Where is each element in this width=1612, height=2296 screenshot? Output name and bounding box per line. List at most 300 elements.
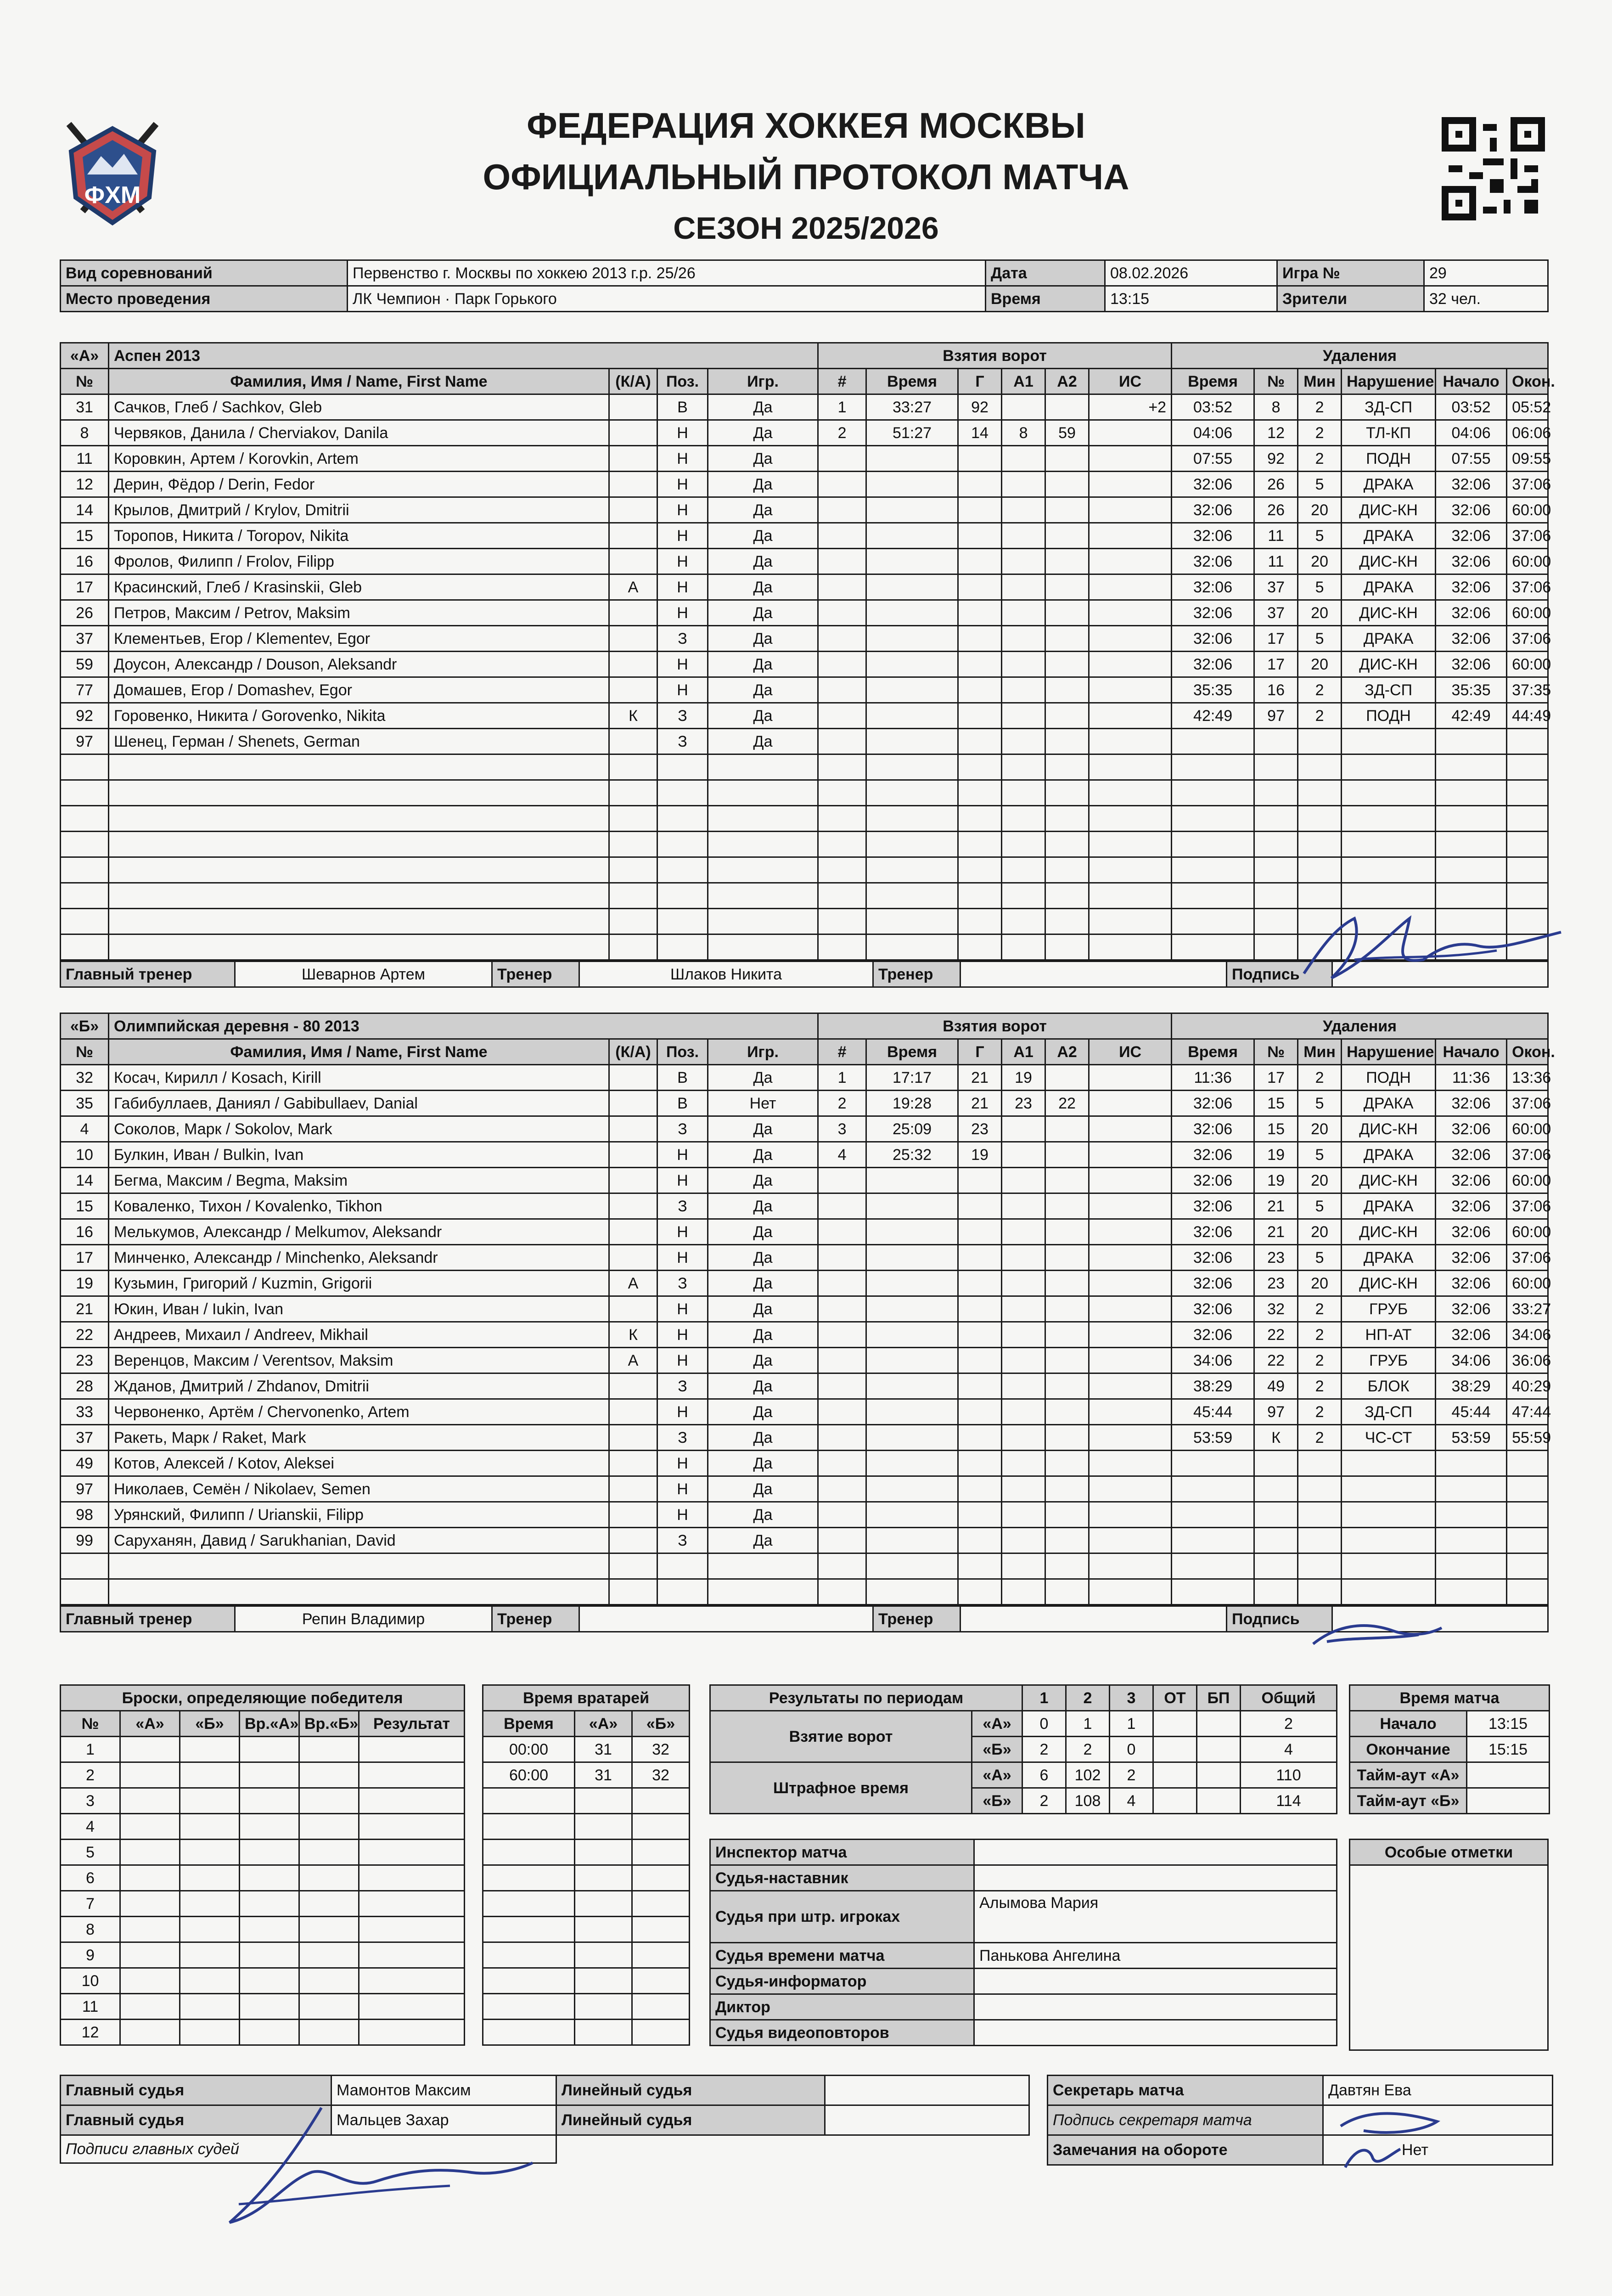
- secretary-signature-icon: [1331, 2099, 1497, 2172]
- goal-time: [866, 574, 958, 600]
- penalty-player: 32: [1254, 1296, 1298, 1322]
- shootout-cell: [120, 1788, 180, 1814]
- shootout-cell: [180, 2020, 240, 2045]
- goal-assist-1: [1002, 1579, 1045, 1605]
- goal-situation: [1089, 420, 1172, 446]
- goal-assist-1: [1002, 472, 1045, 497]
- player-role: [609, 1425, 657, 1451]
- goal-situation: [1089, 1322, 1172, 1348]
- goal-time: [866, 703, 958, 729]
- goal-scorer: [958, 677, 1002, 703]
- goal-scorer: [958, 1322, 1002, 1348]
- player-position: В: [657, 1065, 708, 1091]
- player-name: Дерин, Фёдор / Derin, Fedor: [109, 472, 609, 497]
- player-role: [609, 472, 657, 497]
- player-played: Да: [708, 394, 818, 420]
- team-b-row: [61, 1142, 1548, 1168]
- goal-number: [818, 754, 866, 780]
- goal-number: [818, 1245, 866, 1271]
- goalie-row: [483, 1968, 690, 1994]
- player-role: [609, 1193, 657, 1219]
- goal-scorer: [958, 703, 1002, 729]
- player-number: 19: [61, 1271, 109, 1296]
- goal-assist-1: [1002, 909, 1045, 934]
- goalie-time: [483, 1942, 575, 1968]
- penalty-player: 11: [1254, 549, 1298, 574]
- pim-b-so: [1197, 1788, 1241, 1814]
- goal-number: 2: [818, 1091, 866, 1116]
- goal-assist-1: [1002, 1193, 1045, 1219]
- player-position: Н: [657, 1399, 708, 1425]
- player-number: 10: [61, 1142, 109, 1168]
- team-b-row: [61, 1553, 1548, 1579]
- remarks-value: Нет: [1323, 2135, 1553, 2165]
- goal-scorer: [958, 1271, 1002, 1296]
- pim-a-ot: [1153, 1762, 1197, 1788]
- col-goal-no: #: [818, 1039, 866, 1065]
- penalty-player: 16: [1254, 677, 1298, 703]
- goal-scorer: [958, 1451, 1002, 1476]
- shootout-cell: [299, 1814, 359, 1840]
- goals-a-p2: 1: [1066, 1711, 1110, 1737]
- player-played: Да: [708, 523, 818, 549]
- player-role: [609, 1065, 657, 1091]
- goal-assist-1: [1002, 832, 1045, 857]
- goal-assist-1: [1002, 1553, 1045, 1579]
- goal-situation: [1089, 549, 1172, 574]
- player-role: [609, 1373, 657, 1399]
- player-role: [609, 1296, 657, 1322]
- goal-number: [818, 549, 866, 574]
- penalty-violation: ДИС-КН: [1342, 652, 1436, 677]
- shootout-number: 3: [61, 1788, 120, 1814]
- goal-situation: [1089, 1476, 1172, 1502]
- penalty-player: 97: [1254, 1399, 1298, 1425]
- team-b-row: [61, 1373, 1548, 1399]
- shootout-cell: [180, 1917, 240, 1942]
- penalty-violation: [1342, 806, 1436, 832]
- penalty-end: 37:35: [1507, 677, 1548, 703]
- team-b-row: [61, 1245, 1548, 1271]
- goal-assist-2: [1045, 1322, 1089, 1348]
- goal-assist-1: 23: [1002, 1091, 1045, 1116]
- goal-number: [818, 1322, 866, 1348]
- player-role: [609, 1116, 657, 1142]
- time-value: 13:15: [1105, 286, 1277, 312]
- periods-goals-b-label: «Б»: [972, 1737, 1022, 1762]
- shootout-cell: [240, 1994, 299, 2020]
- penalty-start: 32:06: [1436, 600, 1507, 626]
- goal-scorer: [958, 446, 1002, 472]
- goal-situation: [1089, 1245, 1172, 1271]
- penalty-violation: ЧС-СТ: [1342, 1425, 1436, 1451]
- shootout-cell: [240, 1762, 299, 1788]
- shootout-cell: [180, 1968, 240, 1994]
- penalty-player: 17: [1254, 652, 1298, 677]
- referee-signatures-label: Подписи главных судей: [61, 2135, 556, 2163]
- penalty-end: 44:49: [1507, 703, 1548, 729]
- penalty-minutes: 2: [1298, 1348, 1342, 1373]
- shootout-cell: [299, 2020, 359, 2045]
- player-position: Н: [657, 1476, 708, 1502]
- goal-scorer: [958, 806, 1002, 832]
- penalty-start: 45:44: [1436, 1399, 1507, 1425]
- goal-time: [866, 1193, 958, 1219]
- goal-situation: [1089, 472, 1172, 497]
- goal-assist-1: [1002, 1219, 1045, 1245]
- penalty-minutes: 5: [1298, 1091, 1342, 1116]
- col-name: Фамилия, Имя / Name, First Name: [109, 1039, 609, 1065]
- shootout-cell: [240, 1788, 299, 1814]
- goal-assist-1: [1002, 600, 1045, 626]
- penalty-time: 32:06: [1172, 600, 1254, 626]
- goal-assist-2: [1045, 909, 1089, 934]
- timeout-b-label: Тайм-аут «Б»: [1350, 1788, 1467, 1814]
- goal-number: [818, 1528, 866, 1553]
- player-number: 16: [61, 1219, 109, 1245]
- informer-value: [974, 1969, 1337, 1994]
- col-goal-situation: ИС: [1089, 369, 1172, 394]
- penalty-minutes: 2: [1298, 1425, 1342, 1451]
- penalty-player: [1254, 754, 1298, 780]
- team-b-row: [61, 1579, 1548, 1605]
- penalty-violation: ДРАКА: [1342, 626, 1436, 652]
- goal-assist-2: [1045, 1116, 1089, 1142]
- penalty-player: [1254, 1579, 1298, 1605]
- player-position: Н: [657, 446, 708, 472]
- penalty-start: 32:06: [1436, 1219, 1507, 1245]
- team-a-head-coach-label: Главный тренер: [61, 962, 235, 987]
- player-position: [657, 857, 708, 883]
- col-goal-time: Время: [866, 1039, 958, 1065]
- shootout-number: 9: [61, 1942, 120, 1968]
- goal-scorer: [958, 574, 1002, 600]
- goal-assist-2: [1045, 394, 1089, 420]
- player-position: [657, 1579, 708, 1605]
- penalty-player: 8: [1254, 394, 1298, 420]
- penalty-minutes: [1298, 1553, 1342, 1579]
- period-col-ot: ОТ: [1153, 1685, 1197, 1711]
- penalty-violation: БЛОК: [1342, 1373, 1436, 1399]
- goalie-row: [483, 1942, 690, 1968]
- player-number: 28: [61, 1373, 109, 1399]
- penalty-violation: ДРАКА: [1342, 1142, 1436, 1168]
- player-name: [109, 780, 609, 806]
- penalty-end: [1507, 1451, 1548, 1476]
- penalty-violation: ДИС-КН: [1342, 549, 1436, 574]
- penalty-start: [1436, 1528, 1507, 1553]
- player-number: 98: [61, 1502, 109, 1528]
- goal-assist-2: [1045, 1553, 1089, 1579]
- team-a-row: [61, 446, 1548, 472]
- penalty-violation: НП-АТ: [1342, 1322, 1436, 1348]
- goal-scorer: [958, 1373, 1002, 1399]
- col-assist-1: А1: [1002, 1039, 1045, 1065]
- player-role: [609, 857, 657, 883]
- goalie-a: 31: [575, 1762, 632, 1788]
- goal-scorer: [958, 600, 1002, 626]
- linesman-1-value: [825, 2076, 1029, 2105]
- player-position: З: [657, 729, 708, 754]
- goal-time: [866, 909, 958, 934]
- goal-assist-1: [1002, 1502, 1045, 1528]
- penalty-time: [1172, 1553, 1254, 1579]
- penalty-end: 60:00: [1507, 1219, 1548, 1245]
- player-number: [61, 857, 109, 883]
- penalty-minutes: [1298, 1502, 1342, 1528]
- goal-situation: [1089, 446, 1172, 472]
- player-played: Да: [708, 652, 818, 677]
- player-number: 16: [61, 549, 109, 574]
- date-label: Дата: [986, 260, 1105, 286]
- goal-time: [866, 1425, 958, 1451]
- goal-time: [866, 780, 958, 806]
- team-b-row: [61, 1528, 1548, 1553]
- player-name: Доусон, Александр / Douson, Aleksandr: [109, 652, 609, 677]
- player-role: А: [609, 574, 657, 600]
- goalie-row: [483, 1840, 690, 1865]
- player-role: [609, 1476, 657, 1502]
- penalty-violation: ДИС-КН: [1342, 1168, 1436, 1193]
- goal-scorer: 14: [958, 420, 1002, 446]
- team-a-head-coach: Шеварнов Артем: [235, 962, 492, 987]
- player-role: К: [609, 1322, 657, 1348]
- linesmen-table: [556, 2075, 1030, 2136]
- main-referee-1-value: Мамонтов Максим: [331, 2076, 556, 2105]
- goal-scorer: [958, 1399, 1002, 1425]
- penalty-violation: ГРУБ: [1342, 1296, 1436, 1322]
- goal-assist-2: [1045, 754, 1089, 780]
- player-name: Крылов, Дмитрий / Krylov, Dmitrii: [109, 497, 609, 523]
- player-role: А: [609, 1348, 657, 1373]
- penalty-violation: [1342, 780, 1436, 806]
- goals-a-so: [1197, 1711, 1241, 1737]
- goal-situation: [1089, 1399, 1172, 1425]
- penalty-end: 36:06: [1507, 1348, 1548, 1373]
- goal-situation: [1089, 1296, 1172, 1322]
- player-name: [109, 1579, 609, 1605]
- goal-time: [866, 806, 958, 832]
- penalty-time: [1172, 1451, 1254, 1476]
- shootout-cell: [299, 1840, 359, 1865]
- goal-scorer: [958, 626, 1002, 652]
- player-name: Урянский, Филипп / Urianskii, Filipp: [109, 1502, 609, 1528]
- penalty-start: 38:29: [1436, 1373, 1507, 1399]
- penalty-minutes: 2: [1298, 1399, 1342, 1425]
- penalty-end: 37:06: [1507, 472, 1548, 497]
- penalty-player: [1254, 832, 1298, 857]
- penalty-end: 47:44: [1507, 1399, 1548, 1425]
- inspector-value: [974, 1840, 1337, 1865]
- period-col-2: 2: [1066, 1685, 1110, 1711]
- penalty-start: [1436, 729, 1507, 754]
- goalie-b: 32: [632, 1762, 690, 1788]
- penalty-player: [1254, 1476, 1298, 1502]
- penalty-time: [1172, 729, 1254, 754]
- team-a-row: [61, 497, 1548, 523]
- periods-pim-b-label: «Б»: [972, 1788, 1022, 1814]
- player-number: 31: [61, 394, 109, 420]
- team-a-row: [61, 754, 1548, 780]
- shootout-cell: [120, 1865, 180, 1891]
- player-position: Н: [657, 1168, 708, 1193]
- goal-assist-2: [1045, 883, 1089, 909]
- penalty-start: 04:06: [1436, 420, 1507, 446]
- goal-time: [866, 857, 958, 883]
- player-name: Николаев, Семён / Nikolaev, Semen: [109, 1476, 609, 1502]
- player-number: 37: [61, 626, 109, 652]
- penalty-minutes: 2: [1298, 703, 1342, 729]
- shootout-cell: [120, 1840, 180, 1865]
- penalty-violation: ДРАКА: [1342, 472, 1436, 497]
- goal-time: [866, 1399, 958, 1425]
- goal-situation: [1089, 574, 1172, 600]
- col-played: Игр.: [708, 1039, 818, 1065]
- goal-assist-2: [1045, 780, 1089, 806]
- goalie-b: [632, 2020, 690, 2045]
- goal-number: 2: [818, 420, 866, 446]
- penalty-time: [1172, 857, 1254, 883]
- player-name: [109, 883, 609, 909]
- penalty-time: [1172, 832, 1254, 857]
- penalty-violation: ДРАКА: [1342, 1193, 1436, 1219]
- team-b-row: [61, 1399, 1548, 1425]
- penalty-player: 26: [1254, 472, 1298, 497]
- goalie-time: [483, 1994, 575, 2020]
- penalty-violation: ДИС-КН: [1342, 497, 1436, 523]
- goalie-time: 60:00: [483, 1762, 575, 1788]
- goal-assist-1: [1002, 780, 1045, 806]
- goal-assist-2: [1045, 729, 1089, 754]
- penalty-player: [1254, 1553, 1298, 1579]
- goal-situation: [1089, 1451, 1172, 1476]
- team-a-row: [61, 857, 1548, 883]
- player-name: Ракеть, Марк / Raket, Mark: [109, 1425, 609, 1451]
- goalie-b: [632, 1917, 690, 1942]
- team-a-goals-header: Взятия ворот: [818, 343, 1172, 369]
- penalty-start: 32:06: [1436, 497, 1507, 523]
- goal-assist-2: [1045, 934, 1089, 960]
- match-end-value: 15:15: [1467, 1737, 1550, 1762]
- col-pen-time: Время: [1172, 1039, 1254, 1065]
- player-position: З: [657, 626, 708, 652]
- team-b-name: Олимпийская деревня - 80 2013: [109, 1013, 818, 1039]
- team-a-table: [60, 342, 1555, 961]
- player-number: 37: [61, 1425, 109, 1451]
- goal-assist-2: [1045, 1142, 1089, 1168]
- player-number: 8: [61, 420, 109, 446]
- player-position: З: [657, 703, 708, 729]
- penalty-end: 60:00: [1507, 549, 1548, 574]
- match-time-title: Время матча: [1350, 1685, 1550, 1711]
- player-position: Н: [657, 677, 708, 703]
- penalty-time: 32:06: [1172, 472, 1254, 497]
- shootout-cell: [120, 1762, 180, 1788]
- col-pen-no: №: [1254, 369, 1298, 394]
- goal-assist-2: [1045, 549, 1089, 574]
- goal-scorer: [958, 909, 1002, 934]
- goal-number: [818, 1451, 866, 1476]
- team-a-name: Аспен 2013: [109, 343, 818, 369]
- penalty-time: 34:06: [1172, 1348, 1254, 1373]
- player-position: Н: [657, 523, 708, 549]
- goal-scorer: [958, 832, 1002, 857]
- penalty-end: [1507, 857, 1548, 883]
- player-position: Н: [657, 420, 708, 446]
- penalty-player: 15: [1254, 1116, 1298, 1142]
- goal-assist-1: [1002, 1528, 1045, 1553]
- goal-time: [866, 754, 958, 780]
- player-role: А: [609, 1271, 657, 1296]
- goal-assist-2: [1045, 1296, 1089, 1322]
- penalty-time: 32:06: [1172, 1091, 1254, 1116]
- shootout-cell: [240, 2020, 299, 2045]
- periods-goals-label: Взятие ворот: [710, 1711, 972, 1762]
- col-goal-no: #: [818, 369, 866, 394]
- goal-scorer: 21: [958, 1091, 1002, 1116]
- pim-a-p3: 2: [1110, 1762, 1153, 1788]
- goal-time: [866, 677, 958, 703]
- penalty-time: 32:06: [1172, 1193, 1254, 1219]
- penalty-start: 07:55: [1436, 446, 1507, 472]
- player-played: [708, 1579, 818, 1605]
- shootout-col-goalie-b: Вр.«Б»: [299, 1711, 359, 1737]
- shootout-cell: [180, 1865, 240, 1891]
- team-a-coach: Шлаков Никита: [579, 962, 873, 987]
- shootout-row: [61, 1891, 465, 1917]
- col-num: №: [61, 1039, 109, 1065]
- goal-scorer: [958, 883, 1002, 909]
- goal-assist-2: [1045, 832, 1089, 857]
- team-b-sign-label: Подпись: [1227, 1606, 1332, 1632]
- penalty-start: 32:06: [1436, 1296, 1507, 1322]
- col-assist-2: А2: [1045, 369, 1089, 394]
- goalie-a: [575, 1917, 632, 1942]
- goal-assist-1: [1002, 1476, 1045, 1502]
- game-label: Игра №: [1277, 260, 1424, 286]
- player-name: Коровкин, Артем / Korovkin, Artem: [109, 446, 609, 472]
- goalie-row: [483, 1737, 690, 1762]
- penalty-minutes: 5: [1298, 1142, 1342, 1168]
- main-referee-2-label: Главный судья: [61, 2105, 331, 2135]
- penalty-start: [1436, 1502, 1507, 1528]
- goal-time: [866, 600, 958, 626]
- player-played: Да: [708, 1271, 818, 1296]
- penalty-time: 32:06: [1172, 626, 1254, 652]
- player-name: Домашев, Егор / Domashev, Egor: [109, 677, 609, 703]
- shootout-cell: [359, 1994, 465, 2020]
- penalty-minutes: [1298, 1451, 1342, 1476]
- periods-table: [709, 1684, 1337, 1814]
- goalie-b: [632, 1788, 690, 1814]
- goalie-b: [632, 1994, 690, 2020]
- team-a-row: [61, 523, 1548, 549]
- penalty-end: 60:00: [1507, 497, 1548, 523]
- secretary-label: Секретарь матча: [1048, 2076, 1323, 2105]
- player-number: 77: [61, 677, 109, 703]
- player-name: Косач, Кирилл / Kosach, Kirill: [109, 1065, 609, 1091]
- goals-a-total: 2: [1241, 1711, 1337, 1737]
- penalty-start: [1436, 1451, 1507, 1476]
- player-position: Н: [657, 1322, 708, 1348]
- player-role: [609, 523, 657, 549]
- goal-scorer: [958, 1476, 1002, 1502]
- team-b-head-coach: Репин Владимир: [235, 1606, 492, 1632]
- spectators-label: Зрители: [1277, 286, 1424, 312]
- player-number: [61, 832, 109, 857]
- penalty-player: 37: [1254, 600, 1298, 626]
- player-role: [609, 934, 657, 960]
